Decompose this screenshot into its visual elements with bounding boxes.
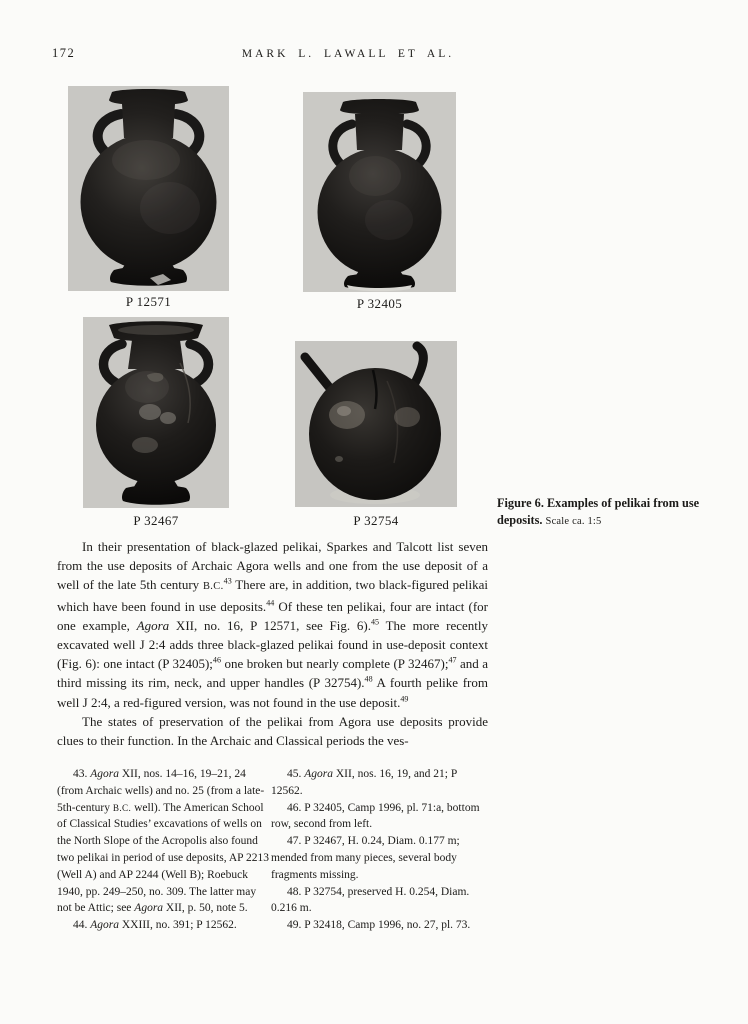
pelike-photo-p32467: [83, 317, 229, 508]
footnote-43: 43. Agora XII, nos. 14–16, 19–21, 24 (from Archaic wells) and no. 25 (from a late-5th-century B.C. well). The American School of Classical Studies’ excavations of wells on the North Slope of the Acropolis also found two pelikai in period of use deposits, AP 2213 (Well A) and AP 2244 (Well B); Roebuck 1940, pp. 249–250, no. 309. The latter may not be Attic; see Agora XII, p. 50, note 5.: [57, 768, 269, 915]
footnotes-left-column: [57, 766, 269, 934]
body-paragraph-2: The states of preservation of the pelikai from Agora use deposits provide clues to their function. In the Archaic and Classical periods the ves-: [57, 713, 488, 749]
photo-label-p32405: P 32405: [356, 296, 403, 311]
footnote-49: 49. P 32418, Camp 1996, no. 27, pl. 73.: [287, 919, 471, 932]
body-text: [57, 537, 488, 750]
page-number: 172: [52, 46, 76, 60]
photo-label-p12571: P 12571: [125, 294, 172, 309]
pelike-vase-p12571-illustration: [68, 86, 229, 291]
running-head: MARK L. LAWALL ET AL.: [241, 48, 455, 60]
footnote-45: 45. Agora XII, nos. 16, 19, and 21; P 12562.: [271, 768, 457, 797]
footnote-46: 46. P 32405, Camp 1996, pl. 71:a, bottom row, second from left.: [271, 801, 480, 831]
pelike-vase-p32405-illustration: [303, 92, 456, 292]
figure-caption-scale: Scale ca. 1:5: [545, 515, 602, 527]
figure-caption: [497, 495, 712, 530]
footnote-44: 44. Agora XXIII, no. 391; P 12562.: [73, 919, 237, 932]
photo-label-p32467: P 32467: [133, 513, 179, 528]
footnote-48: 48. P 32754, preserved H. 0.254, Diam. 0.216 m.: [271, 885, 470, 915]
body-paragraph-1: In their presentation of black-glazed pelikai, Sparkes and Talcott list seven from the use deposits of Archaic Agora wells and one from the use deposit of a well of the late 5th century B.C.$^{43}$ There are, in addition, two black-figured pelikai which have been found in use deposits.$^{44}$ Of these ten pelikai, four are intact (for one example, Agora XII, no. 16, P 12571, see Fig. 6).$^{45}$ The more recently excavated well J 2:4 adds three black-glazed pelikai found in use-deposit context (Fig. 6): one intact (P 32405);$^{46}$ one broken but nearly complete (P 32467);$^{47}$ and a third missing its rim, neck, and upper handles (P 32754).$^{48}$ A fourth pelike from well J 2:4, a red-figured version, was not found in the use deposit.$^{49}$: [57, 539, 489, 710]
footnote-47: 47. P 32467, H. 0.24, Diam. 0.177 m; mended from many pieces, several body fragments missing.: [271, 835, 460, 881]
pelike-vase-p32754-illustration: [295, 341, 457, 507]
pelike-photo-p12571: [68, 86, 229, 291]
figure-caption-title: Figure 6. Examples of pelikai from use deposits.: [497, 496, 700, 527]
photo-label-p32754: P 32754: [353, 513, 399, 528]
pelike-photo-p32754: [295, 341, 457, 507]
pelike-vase-p32467-illustration: [83, 317, 229, 508]
footnotes-right-column: [271, 766, 483, 934]
pelike-photo-p32405: [303, 92, 456, 292]
